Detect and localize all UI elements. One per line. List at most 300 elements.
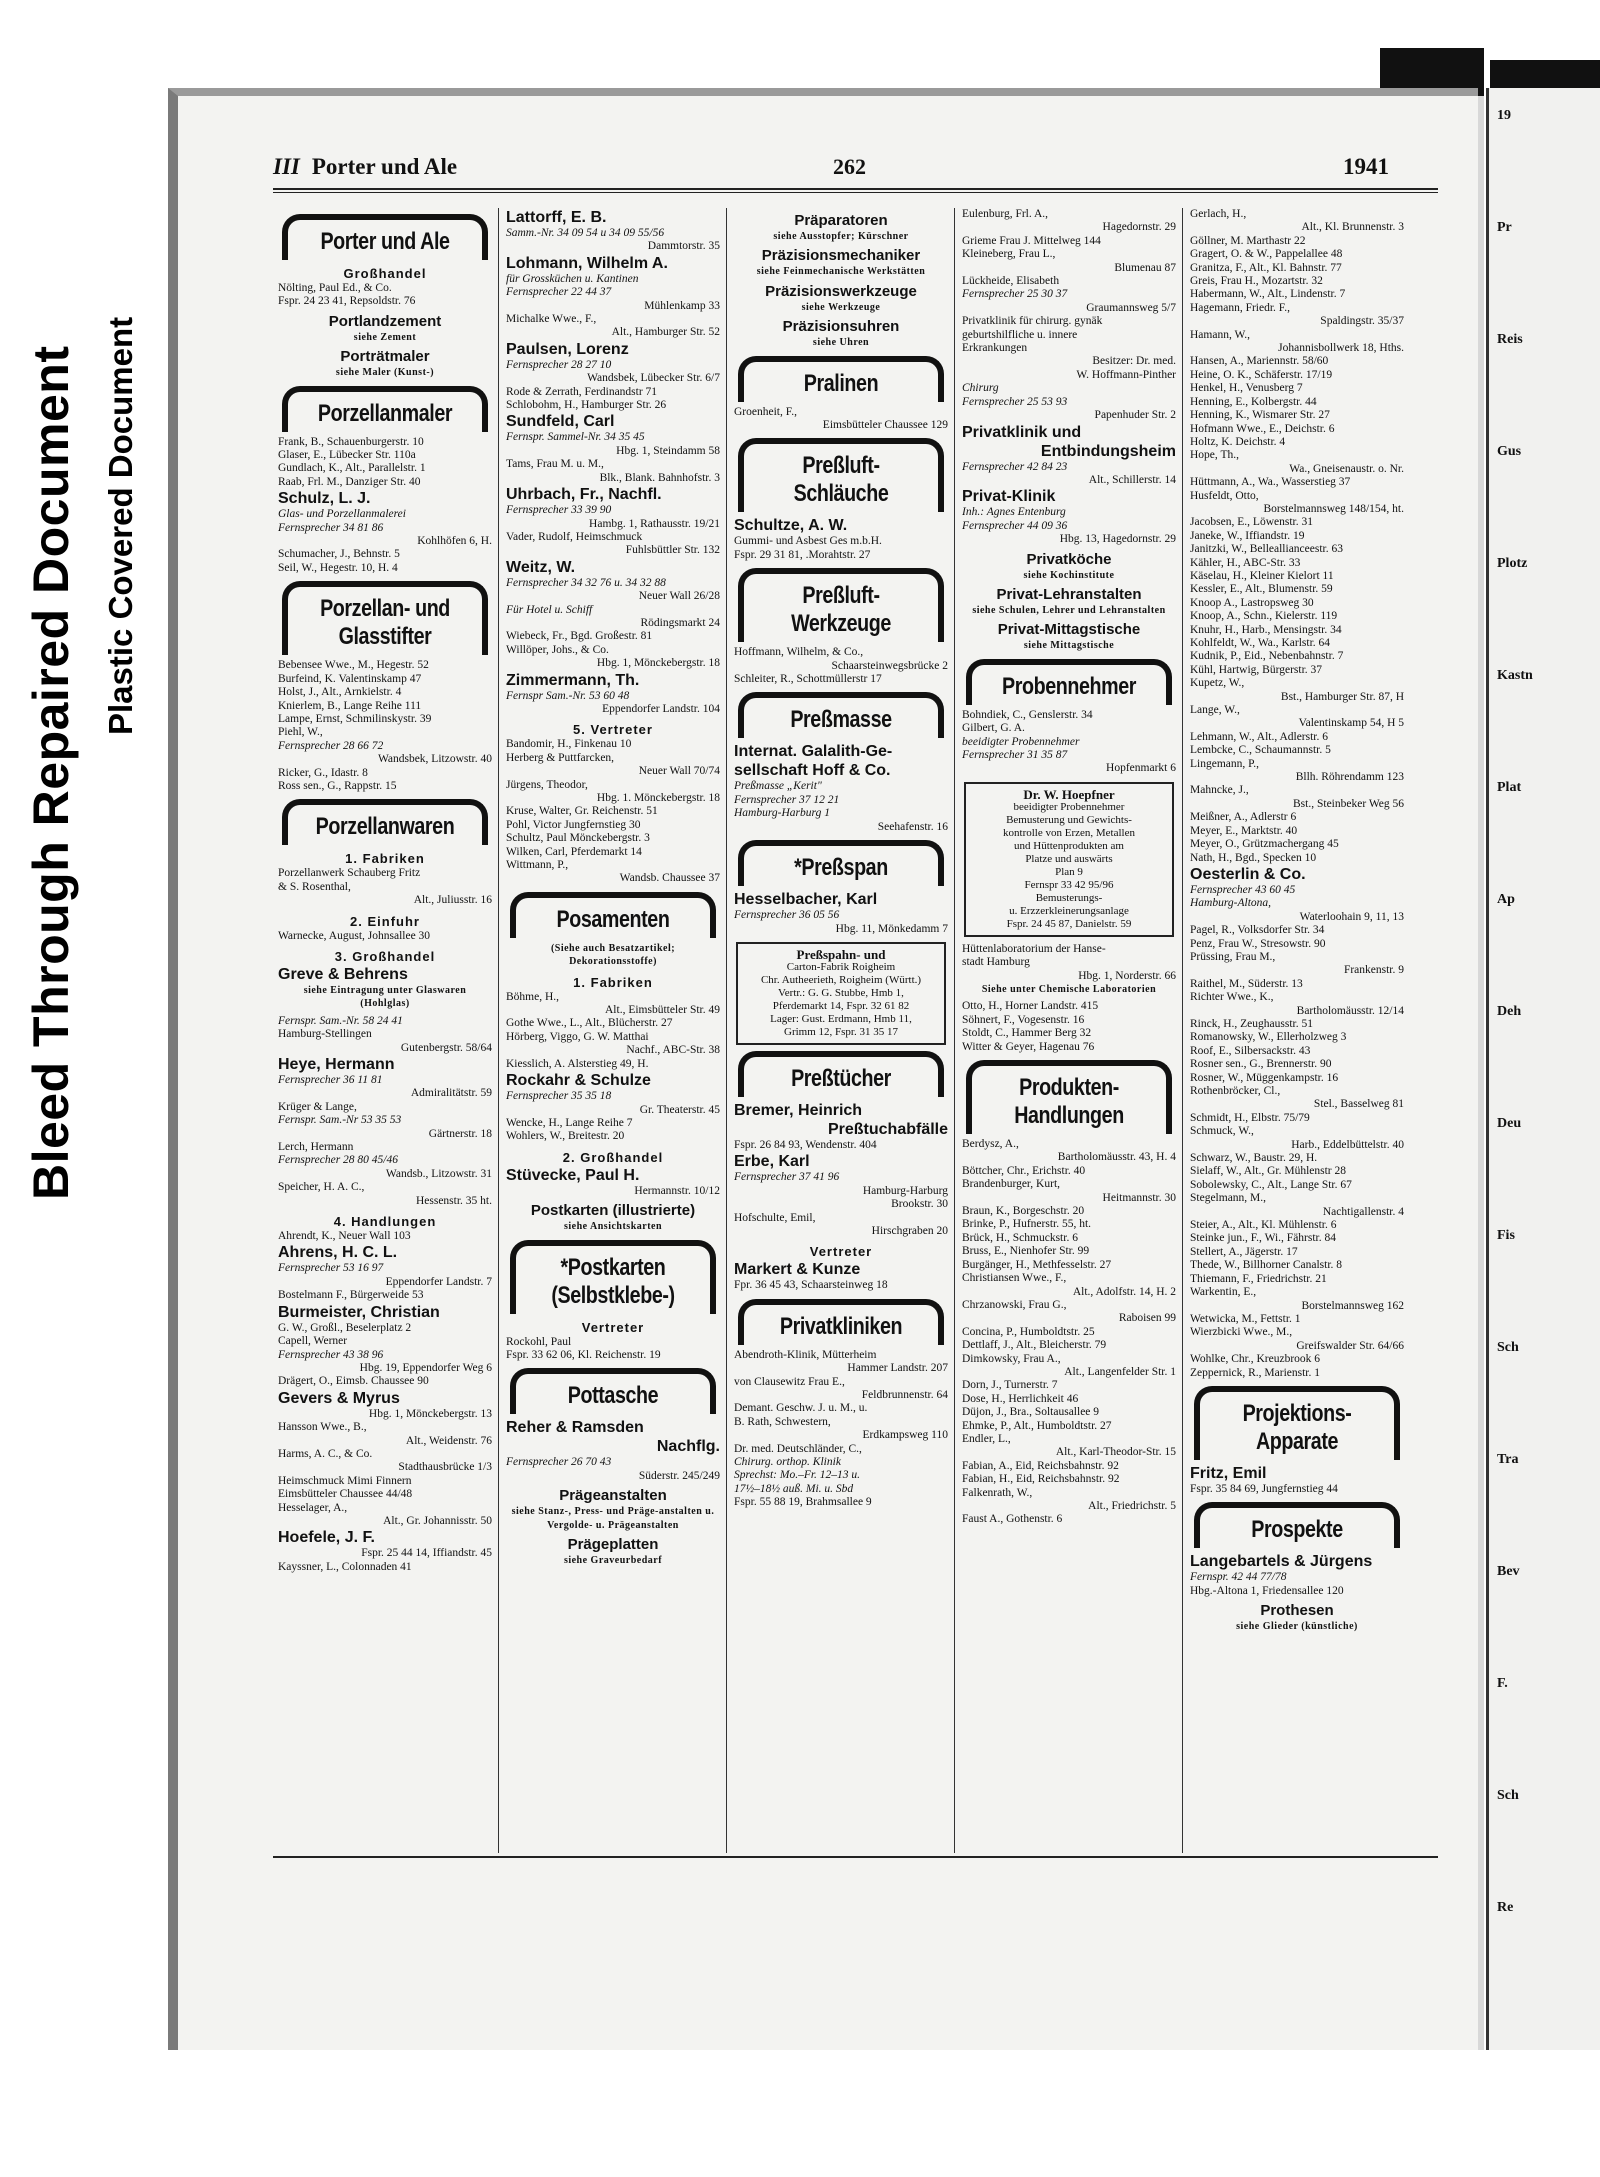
adjacent-page-fragment: Re — [1497, 1900, 1514, 1915]
listing-entry: Privatklinik für chirurg. gynäk — [962, 315, 1103, 328]
listing-entry: Gutenbergstr. 58/64 — [400, 1041, 492, 1054]
listing-entry: Hirschgraben 20 — [871, 1224, 948, 1237]
listing-entry: geburtshilfliche u. innere — [962, 328, 1078, 341]
column-divider — [1182, 208, 1183, 1853]
listing-entry: Eimsbütteler Chaussee 129 — [822, 419, 948, 432]
listing-entry: Gothe Wwe., L., Alt., Blücherstr. 27 — [506, 1017, 673, 1030]
listing-entry: Prüssing, Frau M., — [1190, 950, 1276, 963]
listing-entry: Hbg.-Altona 1, Friedensallee 120 — [1190, 1584, 1344, 1597]
listing-entry: Kudnik, P., Eid., Nebenbahnstr. 7 — [1190, 650, 1344, 663]
listing-entry: Fabian, H., Eid, Reichsbahnstr. 92 — [962, 1473, 1120, 1486]
listing-entry: Harb., Eddelbüttelstr. 40 — [1291, 1138, 1404, 1151]
listing-entry: Fernsprecher 44 09 36 — [962, 519, 1068, 532]
firm-name: Hesselbacher, Karl — [734, 891, 878, 909]
listing-entry: Kähler, H., ABC-Str. 33 — [1190, 556, 1301, 569]
category-banner-title: Posamenten — [556, 905, 670, 933]
firm-name: Rockahr & Schulze — [506, 1072, 651, 1090]
listing-entry: Stel., Basselweg 81 — [1313, 1098, 1404, 1111]
listing-entry: Pohl, Victor Jungfernstieg 30 — [506, 818, 641, 831]
listing-entry: Mahncke, J., — [1190, 784, 1249, 797]
cross-reference: siehe Uhren — [812, 337, 870, 349]
listing-entry: Brandenburger, Kurt, — [962, 1178, 1061, 1191]
firm-name: Greve & Behrens — [278, 965, 408, 983]
category-heading: Präzisionswerkzeuge — [765, 282, 917, 300]
listing-entry: Heitmannstr. 30 — [1102, 1191, 1176, 1204]
listing-entry: Rode & Zerrath, Ferdinandstr 71 — [506, 385, 658, 398]
listing-entry: Blk., Blank. Bahnhofstr. 3 — [599, 471, 720, 484]
listing-entry: Ricker, G., Idastr. 8 — [278, 766, 368, 779]
firm-name: Uhrbach, Fr., Nachfl. — [506, 486, 662, 504]
listing-entry: Gilbert, G. A. — [962, 722, 1025, 735]
listing-entry: Meißner, A., Adlerstr 6 — [1190, 811, 1297, 824]
listing-entry: Fernsprecher 34 81 86 — [278, 521, 384, 534]
category-heading: Prägeplatten — [567, 1535, 659, 1553]
listing-entry: Fabian, A., Eid, Reichsbahnstr. 92 — [962, 1459, 1119, 1472]
listing-entry: Hüttmann, A., Wa., Wasserstieg 37 — [1190, 476, 1351, 489]
firm-name: Zimmermann, Th. — [506, 671, 640, 689]
column-divider — [726, 208, 727, 1853]
firm-name: Oesterlin & Co. — [1190, 865, 1306, 883]
listing-entry: Hessenstr. 35 ht. — [415, 1194, 492, 1207]
column-divider — [954, 208, 955, 1853]
listing-entry: 17½–18½ auß. Mi. u. Sbd — [734, 1482, 854, 1495]
advertisement-line: Carton-Fabrik Roigheim — [786, 960, 896, 973]
listing-entry: Fspr. 25 44 14, Iffiandstr. 45 — [361, 1547, 492, 1560]
listing-entry: Kohlhöfen 6, H. — [417, 535, 492, 548]
listing-entry: Mühlenkamp 33 — [644, 299, 720, 312]
category-banner-title: Porzellanwaren — [315, 813, 455, 841]
listing-entry: Waterloohain 9, 11, 13 — [1299, 910, 1404, 923]
adjacent-page-fragment: Sch — [1497, 1788, 1519, 1803]
adjacent-page-fragment: Reis — [1497, 332, 1523, 347]
category-banner-title: Produkten- Handlungen — [1014, 1074, 1124, 1130]
listing-entry: Neuer Wall 26/28 — [638, 590, 720, 603]
firm-name: Privat-Klinik — [962, 488, 1056, 506]
firm-name: Burmeister, Christian — [278, 1303, 440, 1321]
category-banner-title: Porzellanmaler — [317, 399, 453, 427]
listing-entry: Granitza, F., Alt., Kl. Bahnstr. 77 — [1190, 261, 1342, 274]
listing-entry: Fernsprecher 43 60 45 — [1190, 883, 1296, 896]
firm-name: Bremer, Heinrich — [734, 1101, 863, 1119]
listing-entry: Hope, Th., — [1190, 449, 1239, 462]
listing-entry: Brookstr. 30 — [891, 1198, 948, 1211]
advertisement-line: u. Erzzerkleinerungsanlage — [1009, 904, 1129, 917]
listing-entry: Thiemann, F., Friedrichstr. 21 — [1190, 1272, 1327, 1285]
cross-reference: siehe Ansichtskarten — [563, 1221, 663, 1233]
listing-entry: Fernsprecher 34 32 76 u. 34 32 88 — [506, 576, 666, 589]
cross-reference: Siehe unter Chemische Laboratorien — [981, 984, 1157, 995]
listing-entry: Burfeind, K. Valentinskamp 47 — [278, 672, 422, 685]
listing-entry: für Grossküchen u. Kantinen — [506, 272, 639, 285]
advertisement-line: und Hüttenprodukten am — [1014, 839, 1124, 852]
firm-name: Internat. Galalith-Ge- — [734, 743, 893, 761]
listing-entry: Knuhr, H., Harb., Mensingstr. 34 — [1190, 623, 1342, 636]
listing-entry: Wetwicka, M., Fettstr. 1 — [1190, 1312, 1301, 1325]
listing-entry: Fernsprecher 26 70 43 — [506, 1456, 612, 1469]
listing-entry: Frank, B., Schauenburgerstr. 10 — [278, 435, 424, 448]
listing-entry: Frankenstr. 9 — [1343, 964, 1404, 977]
listing-entry: Fernsprecher 37 41 96 — [734, 1171, 840, 1184]
listing-entry: Lückheide, Elisabeth — [962, 275, 1060, 288]
firm-name: Lohmann, Wilhelm A. — [506, 254, 668, 272]
firm-name: sellschaft Hoff & Co. — [734, 762, 891, 780]
adjacent-page-fragments — [1497, 108, 1533, 2012]
listing-entry: Jacobsen, E., Löwenstr. 31 — [1190, 516, 1313, 529]
listing-entry: Johannisbollwerk 18, Hths. — [1278, 342, 1404, 355]
listing-entry: Wohlers, W., Breitestr. 20 — [506, 1130, 625, 1143]
listing-entry: Stellert, A., Jägerstr. 17 — [1190, 1245, 1298, 1258]
category-banner — [282, 581, 488, 655]
listing-entry: Gummi- und Asbest Ges m.b.H. — [734, 535, 882, 548]
category-banner — [738, 840, 944, 886]
listing-entry: Bllh. Röhrendamm 123 — [1295, 771, 1404, 784]
listing-entry: Fernsprecher 53 16 97 — [278, 1262, 384, 1275]
listing-entry: Schumacher, J., Behnstr. 5 — [278, 548, 400, 561]
listing-entry: Knierlem, B., Lange Reihe 111 — [278, 699, 422, 712]
listing-entry: Alt., Friedrichstr. 5 — [1088, 1500, 1176, 1512]
advertisement-line: Platze und auswärts — [1025, 852, 1113, 865]
listing-entry: Endler, L., — [962, 1432, 1011, 1445]
listing-entry: von Clausewitz Frau E., — [734, 1375, 845, 1388]
listing-entry: Lange, W., — [1190, 704, 1240, 717]
listing-entry: Kupetz, W., — [1190, 677, 1245, 690]
header-title: Porter und Ale — [311, 154, 458, 179]
subsection-heading: 1. Fabriken — [573, 974, 653, 990]
subsection-heading: 3. Großhandel — [334, 948, 436, 964]
listing-entry: Lerch, Hermann — [278, 1141, 354, 1154]
listing-entry: Nath, H., Bgd., Specken 10 — [1190, 851, 1317, 864]
listing-entry: Fuhlsbüttler Str. 132 — [625, 544, 720, 557]
listing-entry: Raithel, M., Süderstr. 13 — [1190, 977, 1303, 990]
section-number: III — [273, 154, 300, 179]
adjacent-page-fragment: Bev — [1497, 1564, 1520, 1579]
column-4 — [962, 208, 1176, 1527]
listing-entry: Hbg. 13, Hagedornstr. 29 — [1059, 533, 1176, 546]
listing-entry: Göllner, M. Marthastr 22 — [1190, 234, 1306, 247]
cross-reference: (Siehe auch Besatzartikel; Dekorationsstoffe) — [550, 942, 676, 968]
advertisement-line: Dr. W. Hoepfner — [1023, 786, 1115, 802]
listing-entry: Hbg. 1, Mönckebergstr. 18 — [596, 657, 720, 670]
listing-entry: Fernsprecher 25 30 37 — [962, 288, 1068, 301]
category-heading: Präzisionsmechaniker — [761, 247, 921, 265]
header-rule-thin — [273, 192, 1438, 193]
listing-entry: Alt., Kl. Brunnenstr. 3 — [1301, 221, 1404, 234]
listing-entry: Bruss, E., Nienhofer Str. 99 — [962, 1245, 1090, 1258]
adjacent-page-fragment: Pr — [1497, 220, 1512, 235]
category-banner — [966, 1060, 1172, 1134]
column-3 — [734, 208, 948, 1510]
listing-entry: Süderstr. 245/249 — [638, 1469, 720, 1482]
listing-entry: Alt., Juliusstr. 16 — [413, 894, 492, 907]
listing-entry: Hopfenmarkt 6 — [1106, 762, 1176, 775]
listing-entry: Feldbrunnenstr. 64 — [861, 1388, 948, 1401]
subsection-heading: 5. Vertreter — [573, 722, 653, 738]
category-banner-title: Pralinen — [803, 369, 879, 397]
listing-entry: Fernspr. 42 44 77/78 — [1190, 1571, 1287, 1584]
listing-entry: Eulenburg, Frl. A., — [962, 208, 1049, 220]
listing-entry: Seehafenstr. 16 — [877, 820, 948, 833]
listing-entry: Hammer Landstr. 207 — [847, 1362, 948, 1375]
listing-entry: Spaldingstr. 35/37 — [1320, 315, 1404, 328]
listing-entry: Gundlach, K., Alt., Parallelstr. 1 — [278, 462, 426, 475]
listing-entry: W. Hoffmann-Pinther — [1076, 368, 1176, 381]
adjacent-page-fragment: Gus — [1497, 444, 1522, 459]
listing-entry: Hofschulte, Emil, — [734, 1211, 816, 1224]
listing-entry: Hesselager, A., — [278, 1501, 348, 1514]
category-banner — [510, 1240, 716, 1314]
listing-entry: Neuer Wall 70/74 — [638, 765, 720, 778]
listing-entry: Für Hotel u. Schiff — [506, 603, 593, 616]
category-banner-title: *Postkarten (Selbstklebe-) — [551, 1253, 675, 1309]
listing-entry: Alt., Langenfelder Str. 1 — [1064, 1365, 1176, 1378]
subsection-heading: 1. Fabriken — [345, 851, 425, 867]
firm-name: Preßtuchabfälle — [827, 1120, 948, 1138]
listing-entry: Lampe, Ernst, Schmilinskystr. 39 — [278, 712, 432, 725]
listing-entry: Hagedornstr. 29 — [1102, 221, 1176, 234]
listing-entry: Schwarz, W., Baustr. 29, H. — [1190, 1152, 1318, 1165]
listing-entry: Hbg. 1, Steindamm 58 — [616, 444, 720, 457]
firm-name: Heye, Hermann — [278, 1056, 395, 1073]
listing-entry: Janeke, W., Iffiandstr. 19 — [1190, 529, 1305, 542]
adjacent-page-fragment: 19 — [1497, 108, 1511, 123]
listing-entry: Speicher, H. A. C., — [278, 1181, 365, 1194]
listing-entry: Fspr. 55 88 19, Brahmsallee 9 — [734, 1496, 872, 1509]
listing-entry: Schaarsteinwegsbrücke 2 — [831, 659, 948, 672]
listing-entry: Dorn, J., Turnerstr. 7 — [962, 1379, 1058, 1392]
listing-entry: Bandomir, H., Finkenau 10 — [506, 738, 632, 751]
listing-entry: Borstelmannsweg 148/154, ht. — [1263, 502, 1404, 515]
listing-entry: Fernspr. Sam.-Nr. 58 24 41 — [278, 1014, 403, 1027]
cross-reference: siehe Zement — [353, 331, 417, 343]
cross-reference: siehe Maler (Kunst-) — [335, 367, 435, 379]
listing-entry: Bohndiek, C., Genslerstr. 34 — [962, 708, 1093, 721]
column-5 — [1190, 208, 1404, 1638]
listing-entry: Bartholomäusstr. 12/14 — [1296, 1004, 1404, 1017]
listing-entry: Glas- und Porzellanmalerei — [278, 508, 406, 521]
category-banner — [738, 1051, 944, 1097]
listing-entry: Gerlach, H., — [1190, 208, 1247, 220]
listing-entry: Fspr. 29 31 81, .Morahtstr. 27 — [734, 548, 871, 561]
category-banner-title: Preßluft- Schläuche — [793, 452, 889, 508]
listing-entry: Ross sen., G., Rappstr. 15 — [278, 779, 397, 792]
listing-entry: Rödingsmarkt 24 — [640, 616, 720, 629]
listing-entry: Nölting, Paul Ed., & Co. — [278, 282, 392, 294]
listing-entry: Chirurg — [962, 382, 999, 395]
listing-entry: Kühl, Hartwig, Bürgerstr. 37 — [1190, 663, 1323, 676]
listing-entry: Wilken, Carl, Pferdemarkt 14 — [506, 845, 642, 858]
category-banner-title: Preßtücher — [791, 1064, 891, 1092]
listing-entry: Tams, Frau M. u. M., — [506, 458, 604, 471]
listing-entry: Krüger & Lange, — [278, 1100, 357, 1113]
listing-entry: Fernsprecher 31 35 87 — [962, 748, 1068, 761]
category-banner-title: Preßmasse — [790, 706, 892, 734]
listing-entry: Hörberg, Viggo, G. W. Matthai — [506, 1030, 649, 1043]
listing-entry: Fspr. 24 23 41, Repsoldstr. 76 — [278, 295, 416, 308]
listing-entry: Söhnert, F., Vogesenstr. 16 — [962, 1013, 1085, 1026]
listing-entry: Bostelmann F., Bürgerweide 53 — [278, 1289, 424, 1302]
listing-entry: Eppendorfer Landstr. 7 — [385, 1275, 492, 1288]
listing-entry: Bst., Hamburger Str. 87, H — [1280, 690, 1404, 703]
listing-entry: Wandsb., Litzowstr. 31 — [385, 1167, 492, 1180]
listing-entry: Wittmann, P., — [506, 859, 569, 872]
listing-entry: Hüttenlaboratorium der Hanse- — [962, 942, 1106, 955]
listing-entry: Erdkampsweg 110 — [862, 1429, 948, 1442]
listing-entry: Schultz, Paul Mönckebergstr. 3 — [506, 832, 650, 845]
category-heading: Postkarten (illustrierte) — [530, 1202, 696, 1220]
listing-entry: Holst, J., Alt., Arnkielstr. 4 — [278, 686, 402, 699]
firm-name: Sundfeld, Carl — [506, 413, 615, 431]
listing-entry: Roof, E., Silbersackstr. 43 — [1190, 1044, 1311, 1057]
listing-entry: Fernsprecher 42 84 23 — [962, 460, 1068, 473]
listing-entry: Seil, W., Hegestr. 10, H. 4 — [278, 561, 398, 574]
firm-name: Entbindungsheim — [1040, 442, 1176, 460]
listing-entry: Braun, K., Borgeschstr. 20 — [962, 1205, 1085, 1218]
adjacent-page-fragment: Sch — [1497, 1340, 1519, 1355]
cross-reference: siehe Eintragung unter Glaswaren (Hohlglas) — [303, 984, 467, 1010]
listing-entry: Henning, E., Kolbergstr. 44 — [1190, 395, 1317, 408]
subsection-heading: 4. Handlungen — [333, 1214, 437, 1230]
listing-entry: Michalke Wwe., F., — [506, 313, 597, 326]
listing-entry: Wencke, H., Lange Reihe 7 — [506, 1116, 633, 1129]
advertisement-box — [964, 782, 1174, 937]
subsection-heading: Vertreter — [581, 1319, 645, 1335]
category-banner-title: Privatkliniken — [779, 1312, 903, 1340]
directory-page — [168, 88, 1478, 2050]
year: 1941 — [1343, 154, 1389, 179]
listing-entry: Fpr. 36 45 43, Schaarsteinweg 18 — [734, 1279, 888, 1292]
listing-entry: Stegelmann, M., — [1190, 1192, 1267, 1205]
listing-entry: Fernsprecher 35 35 18 — [506, 1090, 612, 1103]
listing-entry: Hofmann Wwe., E., Deichstr. 6 — [1190, 422, 1335, 435]
listing-entry: Chirurg. orthop. Klinik — [734, 1456, 841, 1468]
listing-entry: Hbg. 1. Mönckebergstr. 18 — [596, 792, 720, 804]
listing-entry: Hagemann, Friedr. F., — [1190, 301, 1291, 314]
listing-entry: Fspr. 26 84 93, Wendenstr. 404 — [734, 1138, 877, 1151]
listing-entry: Inh.: Agnes Entenburg — [962, 506, 1066, 519]
listing-entry: Schlobohm, H., Hamburger Str. 26 — [506, 399, 667, 412]
listing-entry: Wandsbek, Litzowstr. 40 — [377, 753, 492, 766]
listing-entry: Fspr. 35 84 69, Jungfernstieg 44 — [1190, 1482, 1338, 1495]
cross-reference: siehe Glieder (künstliche) — [1236, 1621, 1358, 1633]
advertisement-line: Bemusterung und Gewichts- — [1006, 813, 1132, 826]
listing-entry: Steinke jun., F., Wi., Fährstr. 84 — [1190, 1232, 1336, 1245]
listing-entry: Warkentin, E., — [1190, 1286, 1257, 1299]
listing-entry: Alt., Schillerstr. 14 — [1088, 473, 1176, 486]
listing-entry: Holtz, K. Deichstr. 4 — [1190, 435, 1286, 448]
listing-entry: Heine, O. K., Schäferstr. 17/19 — [1190, 368, 1333, 381]
listing-entry: Alt., Weidenstr. 76 — [405, 1434, 492, 1447]
listing-entry: Romanowsky, W., Ellerholzweg 3 — [1190, 1031, 1347, 1044]
listing-entry: Admiralitätstr. 59 — [410, 1087, 492, 1100]
firm-name: Paulsen, Lorenz — [506, 340, 629, 358]
listing-entry: Stadthausbrücke 1/3 — [398, 1461, 492, 1474]
listing-entry: Knoop A., Lastropsweg 30 — [1190, 596, 1314, 609]
column-divider — [498, 208, 499, 1853]
listing-entry: Demant. Geschw. J. u. M., u. — [734, 1402, 868, 1415]
listing-entry: Eimsbütteler Chaussee 44/48 — [278, 1488, 413, 1501]
listing-entry: Herberg & Puttfarcken, — [506, 751, 615, 764]
listing-entry: Berdysz, A., — [962, 1138, 1019, 1151]
listing-entry: Hamburg-Stellingen — [278, 1028, 372, 1041]
firm-name: Lattorff, E. B. — [506, 209, 607, 226]
adjacent-page-fragment: F. — [1497, 1676, 1508, 1691]
listing-entry: Hoffmann, Wilhelm, & Co., — [734, 646, 864, 659]
category-banner — [282, 799, 488, 845]
listing-entry: Otto, H., Horner Landstr. 415 — [962, 1000, 1099, 1013]
listing-entry: Brinke, P., Hufnerstr. 55, ht. — [962, 1218, 1092, 1231]
listing-entry: Hamann, W., — [1190, 328, 1251, 341]
listing-entry: Blumenau 87 — [1114, 261, 1176, 274]
listing-entry: Alt., Gr. Johannisstr. 50 — [383, 1514, 492, 1527]
listing-entry: Hbg. 1, Mönckebergstr. 13 — [368, 1407, 492, 1420]
listing-entry: Fspr. 33 62 06, Kl. Reichenstr. 19 — [506, 1348, 661, 1361]
listing-entry: Hbg. 11, Mönkedamm 7 — [835, 922, 948, 935]
category-banner — [738, 1299, 944, 1345]
adjacent-page-fragment: Kastn — [1497, 668, 1533, 683]
listing-entry: Böhme, H., — [506, 990, 560, 1003]
listing-entry: Hambg. 1, Rathausstr. 19/21 — [589, 517, 720, 530]
listing-entry: Concina, P., Humboldtstr. 25 — [962, 1325, 1095, 1338]
subsection-heading: Großhandel — [343, 266, 427, 281]
listing-entry: Ehmke, P., Alt., Humboldtstr. 27 — [962, 1419, 1112, 1432]
listing-entry: Wa., Gneisenaustr. o. Nr. — [1289, 462, 1404, 475]
cross-reference: siehe Mittagstische — [1023, 640, 1115, 652]
firm-name: Schultze, A. W. — [734, 517, 848, 535]
category-banner — [1194, 1502, 1400, 1548]
listing-entry: Preßmasse „Kerit" — [734, 780, 822, 793]
advertisement-line: Bemusterungs- — [1035, 891, 1103, 904]
page-number: 262 — [833, 154, 866, 179]
category-banner — [1194, 1386, 1400, 1460]
cross-reference: siehe Graveurbedarf — [563, 1554, 663, 1566]
category-banner — [738, 692, 944, 738]
listing-entry: Lingemann, P., — [1190, 757, 1259, 770]
category-heading: Präparatoren — [794, 212, 888, 229]
category-banner — [510, 1368, 716, 1414]
listing-entry: Heimschmuck Mimi Finnern — [278, 1474, 412, 1487]
listing-entry: Besitzer: Dr. med. — [1092, 355, 1176, 368]
listing-entry: Greifswalder Str. 64/66 — [1296, 1339, 1404, 1352]
listing-entry: Groenheit, F., — [734, 405, 797, 418]
listing-entry: Kiesslich, A. Alsterstieg 49, H. — [506, 1057, 649, 1070]
listing-entry: Gr. Theaterstr. 45 — [639, 1103, 720, 1116]
adjacent-page-fragment: Plat — [1497, 780, 1522, 795]
category-banner-title: Pottasche — [567, 1382, 659, 1410]
category-banner — [738, 438, 944, 512]
firm-name: Hoefele, J. F. — [278, 1529, 375, 1547]
listing-entry: Penz, Frau W., Stresowstr. 90 — [1190, 937, 1326, 950]
category-heading: Privat-Lehranstalten — [996, 585, 1142, 603]
listing-entry: Rothenbröcker, Cl., — [1190, 1085, 1281, 1097]
subsection-heading: 2. Einfuhr — [350, 913, 420, 929]
category-heading: Privatköche — [1026, 550, 1112, 568]
category-banner — [282, 214, 488, 260]
adjacent-page-fragment: Fis — [1497, 1228, 1515, 1243]
cross-reference: siehe Feinmechanische Werkstätten — [756, 266, 926, 278]
listing-entry: Wandsb. Chaussee 37 — [619, 872, 720, 885]
listing-entry: Burgänger, H., Methfesselstr. 27 — [962, 1258, 1112, 1271]
listing-entry: Falkenrath, W., — [962, 1486, 1033, 1499]
cross-reference: siehe Schulen, Lehrer und Lehranstalten — [972, 604, 1166, 616]
listing-entry: Rosner sen., G., Brennerstr. 90 — [1190, 1058, 1332, 1071]
cross-reference: siehe Werkzeuge — [801, 301, 881, 313]
column-1 — [278, 208, 492, 1574]
listing-entry: Fernsprecher 43 38 96 — [278, 1348, 384, 1361]
header-left — [273, 154, 457, 180]
listing-entry: Kleineberg, Frau L., — [962, 248, 1056, 261]
advertisement-line: Fernspr 33 42 95/96 — [1024, 878, 1114, 891]
listing-entry: Schmuck, W., — [1190, 1125, 1254, 1138]
